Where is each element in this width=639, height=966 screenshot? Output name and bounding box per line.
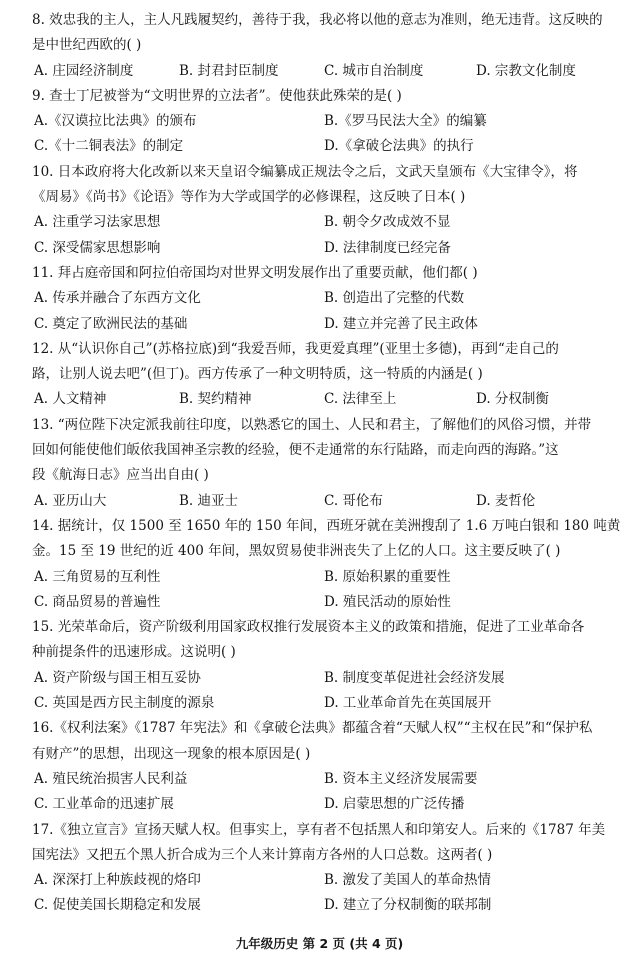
question-stem-line: 国宪法》又把五个黑人折合成为三个人来计算南方各州的人口总数。这两者( ) xyxy=(32,846,493,863)
question-stem-line: 11. 拜占庭帝国和阿拉伯帝国均对世界文明发展作出了重要贡献，他们都( ) xyxy=(32,264,478,281)
question-stem-line: 16.《权利法案》《1787 年宪法》和《拿破仑法典》都蕴含着“天赋人权”“主权在民”和“保护私 xyxy=(32,720,593,737)
answer-option: A. 人文精神 xyxy=(34,391,107,408)
answer-option: B. 封君封臣制度 xyxy=(179,62,279,79)
question-stem-line: 12. 从“认识你自己”(苏格拉底)到“我爱吾师，我更爱真理”(亚里士多德)，再到“走自己的 xyxy=(32,340,559,357)
answer-option: B.《罗马民法大全》的编纂 xyxy=(324,113,487,130)
answer-option: D. 建立了分权制衡的联邦制 xyxy=(324,897,492,914)
question-stem-line: 10. 日本政府将大化改新以来天皇诏令编纂成正规法令之后，文武天皇颁布《大宝律令》，将 xyxy=(32,163,578,180)
question-block xyxy=(32,818,619,919)
answer-options xyxy=(32,666,619,717)
question-block xyxy=(32,84,619,160)
question-list xyxy=(32,8,619,919)
answer-options xyxy=(32,868,619,919)
answer-option: D. 宗教文化制度 xyxy=(476,62,576,79)
answer-option: B. 资本主义经济发展需要 xyxy=(324,770,478,787)
question-block xyxy=(32,261,619,337)
answer-option: C. 工业革命的迅速扩展 xyxy=(34,796,174,813)
answer-options xyxy=(32,387,619,412)
question-stem-line: 是中世纪西欧的( ) xyxy=(32,37,142,54)
question-stem-line: 回如何能使他们皈依我国神圣宗教的经验，便不走通常的东行陆路，而走向西的海路。”这 xyxy=(32,442,559,459)
answer-option: D. 麦哲伦 xyxy=(476,492,536,509)
question-stem-line: 17.《独立宣言》宣扬天赋人权。但事实上，享有者不包括黑人和印第安人。后来的《1787 年美 xyxy=(32,821,606,838)
answer-options xyxy=(32,109,619,160)
answer-options xyxy=(32,59,619,84)
answer-option: B. 原始积累的重要性 xyxy=(324,568,451,585)
answer-options xyxy=(32,286,619,337)
question-block xyxy=(32,716,619,817)
answer-options xyxy=(32,489,619,514)
answer-option: A. 亚历山大 xyxy=(34,492,107,509)
question-stem-line: 《周易》《尚书》《论语》等作为大学或国学的必修课程，这反映了日本( ) xyxy=(32,189,466,206)
answer-option: A. 殖民统治损害人民利益 xyxy=(34,770,188,787)
answer-option: B. 契约精神 xyxy=(179,391,252,408)
answer-option: A. 庄园经济制度 xyxy=(34,62,134,79)
answer-option: B. 朝令夕改成效不显 xyxy=(324,214,451,231)
answer-option: C. 英国是西方民主制度的源泉 xyxy=(34,695,215,712)
answer-option: D. 建立并完善了民主政体 xyxy=(324,315,478,332)
answer-option: C.《十二铜表法》的制定 xyxy=(34,138,184,155)
answer-option: C. 城市自治制度 xyxy=(324,62,424,79)
answer-option: D. 工业革命首先在英国展开 xyxy=(324,695,492,712)
question-block xyxy=(32,337,619,413)
question-block xyxy=(32,8,619,84)
question-stem-line: 13. “两位陛下决定派我前往印度，以熟悉它的国土、人民和君主，了解他们的风俗习惯，并带 xyxy=(32,416,592,433)
answer-option: D.《拿破仑法典》的执行 xyxy=(324,138,474,155)
answer-option: A.《汉谟拉比法典》的颁布 xyxy=(34,113,197,130)
page-footer: 九年级历史 第 2 页 (共 4 页) xyxy=(235,936,404,951)
question-stem-line: 15. 光荣革命后，资产阶级利用国家政权推行发展资本主义的政策和措施，促进了工业革命各 xyxy=(32,619,585,636)
answer-options xyxy=(32,767,619,818)
answer-options xyxy=(32,565,619,616)
question-stem-line: 9. 查士丁尼被誉为“文明世界的立法者”。使他获此殊荣的是( ) xyxy=(32,87,402,104)
answer-option: A. 资产阶级与国王相互妥协 xyxy=(34,669,201,686)
question-stem-line: 路，让别人说去吧”(但丁)。西方传承了一种文明特质，这一特质的内涵是( ) xyxy=(32,366,483,383)
answer-option: A. 传承并融合了东西方文化 xyxy=(34,290,201,307)
answer-option: D. 殖民活动的原始性 xyxy=(324,593,451,610)
answer-option: D. 分权制衡 xyxy=(476,391,549,408)
answer-option: C. 深受儒家思想影响 xyxy=(34,239,161,256)
question-stem-line: 14. 据统计，仅 1500 至 1650 年的 150 年间，西班牙就在美洲搜刮了 1.6 万吨白银和 180 吨黄 xyxy=(32,517,621,534)
question-block xyxy=(32,615,619,716)
answer-option: C. 促使美国长期稳定和发展 xyxy=(34,897,201,914)
answer-option: A. 注重学习法家思想 xyxy=(34,214,161,231)
answer-option: B. 制度变革促进社会经济发展 xyxy=(324,669,505,686)
answer-option: B. 迪亚士 xyxy=(179,492,239,509)
answer-option: D. 法律制度已经完备 xyxy=(324,239,451,256)
question-block xyxy=(32,514,619,615)
answer-option: B. 创造出了完整的代数 xyxy=(324,290,465,307)
answer-option: C. 哥伦布 xyxy=(324,492,383,509)
answer-option: D. 启蒙思想的广泛传播 xyxy=(324,796,465,813)
question-stem-line: 种前提条件的迅速形成。这说明( ) xyxy=(32,644,236,661)
question-stem-line: 段《航海日志》应当出自由( ) xyxy=(32,467,209,484)
answer-option: A. 三角贸易的互利性 xyxy=(34,568,161,585)
answer-option: B. 激发了美国人的革命热情 xyxy=(324,872,492,889)
question-stem-line: 有财产”的思想，出现这一现象的根本原因是( ) xyxy=(32,745,311,762)
answer-option: A. 深深打上种族歧视的烙印 xyxy=(34,872,201,889)
answer-option: C. 奠定了欧洲民法的基础 xyxy=(34,315,188,332)
question-stem-line: 8. 效忠我的主人，主人凡践履契约，善待于我，我必将以他的意志为准则，绝无违背。这反映的 xyxy=(32,12,603,28)
answer-option: C. 法律至上 xyxy=(324,391,397,408)
answer-option: C. 商品贸易的普遍性 xyxy=(34,593,161,610)
question-block xyxy=(32,413,619,514)
answer-options xyxy=(32,210,619,261)
question-stem-line: 金。15 至 19 世纪的近 400 年间，黑奴贸易使非洲丧失了上亿的人口。这主要反映了( ) xyxy=(32,543,561,560)
question-block xyxy=(32,160,619,261)
